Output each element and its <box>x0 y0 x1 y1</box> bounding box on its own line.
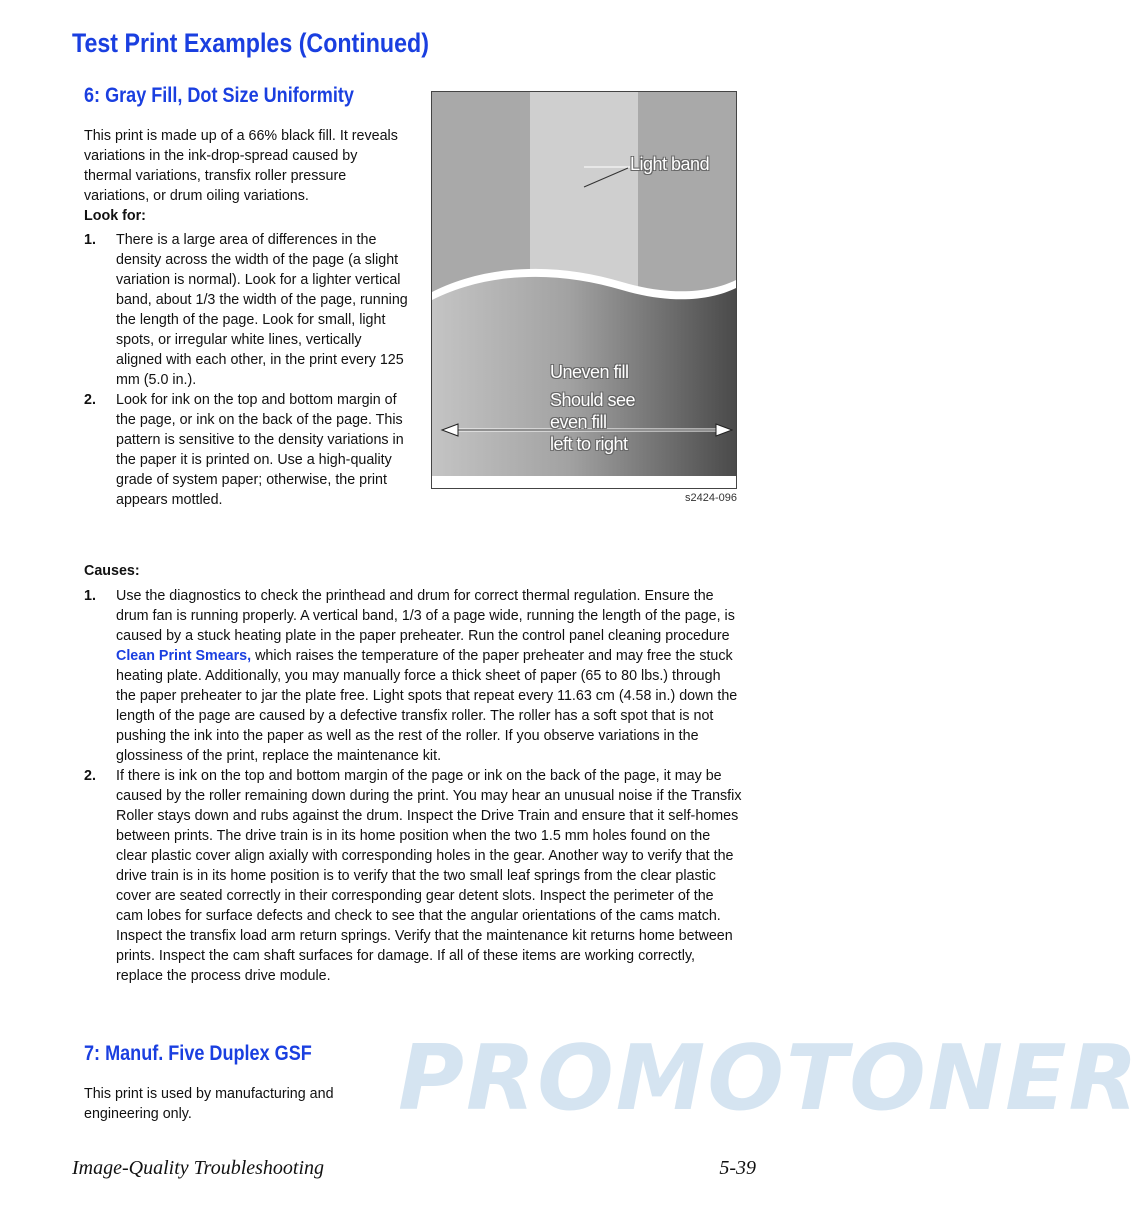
list-item-number: 1. <box>84 232 96 248</box>
watermark-logo: PROMOTONER <box>398 1026 1140 1131</box>
clean-print-smears-link[interactable]: Clean Print Smears, <box>116 648 252 664</box>
fill-band-light <box>530 92 638 292</box>
page-title: Test Print Examples (Continued) <box>72 28 429 58</box>
section-6-title: 6: Gray Fill, Dot Size Uniformity <box>84 84 354 107</box>
uneven-fill-label: Uneven fill <box>550 362 629 382</box>
section-7-text: This print is used by manufacturing and engineering only. <box>84 1086 334 1122</box>
footer-chapter: Image-Quality Troubleshooting <box>72 1157 325 1179</box>
list-item <box>84 586 744 766</box>
list-item-text: Look for ink on the top and bottom margin of the page, or ink on the back of the page. This pattern is sensitive to the density variations in the paper it is printed on. Use a high-quality grade of system paper; otherwise, the print appears mottled. <box>116 392 404 508</box>
cause-text: Use the diagnostics to check the printhead and drum for correct thermal regulation. Ensure the drum fan is running properly. A vertical band, 1/3 of a page wide, running the length of the page, is caused by a stuck heating plate in the paper preheater. Run the control panel cleaning procedure <box>116 588 735 644</box>
should-see-line: even fill <box>550 412 607 432</box>
should-see-label <box>550 389 635 455</box>
section-7-title: 7: Manuf. Five Duplex GSF <box>84 1042 312 1065</box>
gray-fill-figure <box>431 91 737 489</box>
cause-text: which raises the temperature of the paper preheater and may free the stuck heating plate. Additionally, you may manually force a thick sheet of paper (65 to 80 lbs.) through the paper preheater to jar the plate free. Light spots that repeat every 11.63 cm (4.58 in.) down the length of the page are caused by a defective transfix roller. The roller has a soft spot that is not pushing the ink into the paper as well as the rest of the roller. If you observe variations in the glossiness of the print, replace the maintenance kit. <box>116 648 738 764</box>
list-item <box>84 230 410 390</box>
list-item <box>84 766 744 986</box>
causes-list <box>84 586 744 986</box>
list-item-text: If there is ink on the top and bottom margin of the page or ink on the back of the page, it may be caused by the roller remaining down during the print. You may hear an unusual noise if the Transfix Roller stays down and rubs against the drum. Inspect the Drive Train and ensure that it self-homes between prints. The drive train is in its home position when the two 1.5 mm holes found on the clear plastic cover align axially with corresponding holes in the gear. Another way to verify that the drive train is in its home position is to verify that the two small leaf springs from the clear plastic cover are seated correctly in their corresponding gear detent slots. Inspect the perimeter of the cam lobes for surface defects and check to see that the angular orientations of the cams match. Inspect the transfix load arm return springs. Verify that the maintenance kit returns home between prints. Inspect the cam shaft surfaces for damage. If all of these items are working correctly, replace the process drive module. <box>116 768 742 984</box>
look-for-label: Look for: <box>84 208 146 224</box>
footer-page-number: 5-39 <box>719 1157 756 1179</box>
section-6-intro: This print is made up of a 66% black fill. It reveals variations in the ink-drop-spread caused by thermal variations, transfix roller pressure variations, or drum oiling variations. <box>84 128 398 204</box>
fill-band-right <box>638 92 736 292</box>
list-item-text: There is a large area of differences in the density across the width of the page (a slight variation is normal). Look for a lighter vertical band, about 1/3 the width of the page, running the length of the page. Look for small, light spots, or irregular white lines, vertically aligned with each other, in the print every 125 mm (5.0 in.). <box>116 232 408 388</box>
causes-label: Causes: <box>84 563 140 579</box>
list-item-text <box>116 586 744 766</box>
fill-band-left <box>432 92 530 292</box>
list-item <box>84 390 410 510</box>
light-band-label: Light band <box>630 154 710 174</box>
list-item-number: 2. <box>84 392 96 408</box>
figure-id: s2424-096 <box>685 492 737 504</box>
should-see-line: Should see <box>550 390 636 410</box>
list-item-number: 2. <box>84 768 96 784</box>
look-for-list <box>84 230 410 510</box>
should-see-line: left to right <box>550 434 628 454</box>
list-item-number: 1. <box>84 588 96 604</box>
